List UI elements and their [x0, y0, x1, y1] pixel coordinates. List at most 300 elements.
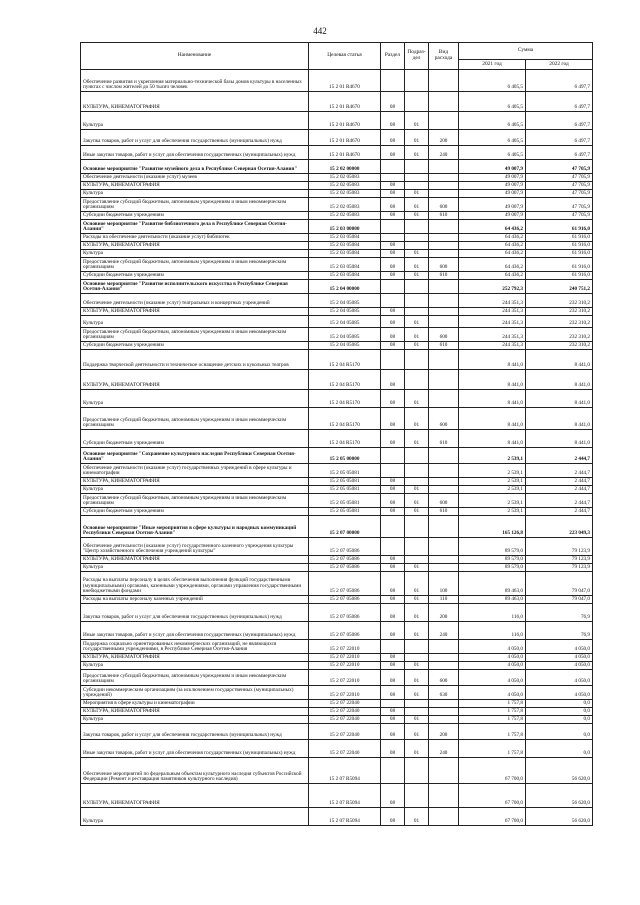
row-amount-2021: 2 539,1 [459, 464, 526, 478]
row-target-article: 15 2 07 22010 [309, 640, 381, 654]
row-amount-2021: 2 539,1 [459, 494, 526, 508]
row-section [381, 700, 405, 708]
row-expense-type [429, 662, 459, 670]
row-name: Иные закупки товаров, работ и услуг для обеспечения государственных (муниципальных) нужд [81, 740, 309, 758]
row-section [381, 160, 405, 174]
row-target-article: 15 2 02 05083 [309, 190, 381, 198]
row-section: 08 [381, 686, 405, 700]
row-amount-2022: 61 916,0 [526, 242, 593, 250]
row-expense-type [429, 190, 459, 198]
row-amount-2021: 244 351,3 [459, 342, 526, 350]
row-section: 08 [381, 272, 405, 280]
row-amount-2022: 8 441,0 [526, 350, 593, 370]
table-row [81, 662, 593, 670]
row-subsection [405, 174, 429, 182]
row-expense-type [429, 538, 459, 556]
page-number: 442 [313, 26, 327, 36]
row-name: КУЛЬТУРА, КИНЕМАТОГРАФИЯ [81, 92, 309, 112]
row-section: 08 [381, 662, 405, 670]
row-section: 08 [381, 572, 405, 596]
row-amount-2022: 8 441,0 [526, 408, 593, 430]
row-amount-2022: 56 620,0 [526, 784, 593, 808]
row-target-article: 15 2 03 05084 [309, 258, 381, 272]
row-subsection: 01 [405, 740, 429, 758]
row-section [381, 538, 405, 556]
row-section [381, 516, 405, 538]
row-name: КУЛЬТУРА, КИНЕМАТОГРАФИЯ [81, 370, 309, 390]
row-amount-2021: 2 539,1 [459, 448, 526, 464]
row-section: 08 [381, 486, 405, 494]
row-target-article: 15 2 07 22040 [309, 700, 381, 708]
row-amount-2022: 4 050,0 [526, 670, 593, 686]
row-section: 08 [381, 724, 405, 740]
row-target-article: 15 2 07 R5094 [309, 758, 381, 784]
row-expense-type [429, 784, 459, 808]
row-expense-type: 600 [429, 198, 459, 212]
row-section: 08 [381, 556, 405, 564]
row-expense-type [429, 464, 459, 478]
row-expense-type: 610 [429, 508, 459, 516]
row-target-article: 15 2 04 R5170 [309, 408, 381, 430]
row-target-article: 15 2 07 05086 [309, 596, 381, 604]
table-row [81, 342, 593, 350]
row-target-article: 15 2 03 05084 [309, 234, 381, 242]
row-subsection [405, 242, 429, 250]
row-amount-2022: 6 497,7 [526, 130, 593, 146]
row-amount-2022: 0,0 [526, 716, 593, 724]
row-expense-type: 240 [429, 146, 459, 160]
row-expense-type: 600 [429, 408, 459, 430]
row-amount-2021: 8 441,0 [459, 390, 526, 408]
row-amount-2022: 6 497,7 [526, 146, 593, 160]
row-subsection: 01 [405, 430, 429, 448]
row-name: Основное мероприятие "Развитие музейного дела в Республике Северная Осетия-Алания" [81, 160, 309, 174]
row-subsection: 01 [405, 508, 429, 516]
row-name: Предоставление субсидий бюджетным, автономным учреждениям и иным некоммерческим организациям [81, 408, 309, 430]
row-amount-2021: 116,0 [459, 622, 526, 640]
row-section [381, 448, 405, 464]
row-expense-type: 610 [429, 212, 459, 220]
row-subsection: 01 [405, 272, 429, 280]
row-subsection: 01 [405, 486, 429, 494]
table-row [81, 686, 593, 700]
row-amount-2021: 49 007,9 [459, 160, 526, 174]
row-amount-2021: 244 351,3 [459, 294, 526, 308]
row-amount-2022: 4 050,0 [526, 662, 593, 670]
row-amount-2021: 8 441,0 [459, 408, 526, 430]
row-amount-2021: 6 405,5 [459, 130, 526, 146]
table-row [81, 146, 593, 160]
row-expense-type: 200 [429, 604, 459, 622]
row-target-article: 15 2 07 22010 [309, 662, 381, 670]
row-expense-type [429, 516, 459, 538]
row-expense-type [429, 182, 459, 190]
row-section: 08 [381, 316, 405, 328]
table-row [81, 258, 593, 272]
row-target-article: 15 2 01 R4670 [309, 112, 381, 130]
row-target-article: 15 2 07 05086 [309, 604, 381, 622]
table-row [81, 808, 593, 826]
row-name: Предоставление субсидий бюджетным, автономным учреждениям и иным некоммерческим организациям [81, 198, 309, 212]
row-expense-type: 110 [429, 596, 459, 604]
header-section: Раздел [381, 43, 405, 70]
row-section [381, 758, 405, 784]
row-name: Культура [81, 316, 309, 328]
row-subsection [405, 294, 429, 308]
row-amount-2021: 244 351,3 [459, 328, 526, 342]
row-target-article: 15 2 03 05084 [309, 250, 381, 258]
row-name: Субсидии некоммерческим организациям (за исключением государственных (муниципальных) учреждений) [81, 686, 309, 700]
row-amount-2022: 2 444,7 [526, 494, 593, 508]
row-expense-type [429, 370, 459, 390]
row-target-article: 15 2 07 05086 [309, 556, 381, 564]
row-subsection: 01 [405, 572, 429, 596]
row-amount-2022: 6 497,7 [526, 112, 593, 130]
row-section: 08 [381, 508, 405, 516]
table-row [81, 130, 593, 146]
row-subsection: 01 [405, 390, 429, 408]
row-section: 08 [381, 604, 405, 622]
row-target-article: 15 2 05 05081 [309, 494, 381, 508]
table-row [81, 604, 593, 622]
table-row [81, 784, 593, 808]
table-row [81, 670, 593, 686]
table-row [81, 516, 593, 538]
header-subsection: Подраз-дел [405, 43, 429, 70]
header-name: Наименование [81, 43, 309, 70]
row-subsection: 01 [405, 564, 429, 572]
row-amount-2022: 0,0 [526, 700, 593, 708]
table-row [81, 280, 593, 294]
row-expense-type [429, 556, 459, 564]
row-section: 08 [381, 670, 405, 686]
row-name: КУЛЬТУРА, КИНЕМАТОГРАФИЯ [81, 784, 309, 808]
row-amount-2022: 2 444,7 [526, 486, 593, 494]
row-amount-2021: 6 405,5 [459, 92, 526, 112]
row-subsection: 01 [405, 328, 429, 342]
row-name: Обеспечение деятельности (оказание услуг) государственных учреждений в сфере культуры и кинематографии [81, 464, 309, 478]
row-amount-2022: 47 705,9 [526, 212, 593, 220]
row-subsection: 01 [405, 258, 429, 272]
row-amount-2022: 47 705,9 [526, 182, 593, 190]
row-amount-2022: 6 497,7 [526, 92, 593, 112]
row-name: Мероприятия в сфере культуры и кинематографии [81, 700, 309, 708]
row-amount-2022: 232 310,2 [526, 328, 593, 342]
row-amount-2021: 67 700,0 [459, 808, 526, 826]
row-expense-type [429, 486, 459, 494]
row-amount-2021: 116,0 [459, 604, 526, 622]
row-amount-2022: 2 444,7 [526, 448, 593, 464]
row-target-article: 15 2 04 00000 [309, 280, 381, 294]
table-row [81, 724, 593, 740]
row-section: 08 [381, 146, 405, 160]
row-name: Иные закупки товаров, работ и услуг для обеспечения государственных (муниципальных) нужд [81, 622, 309, 640]
row-amount-2022: 4 050,0 [526, 654, 593, 662]
row-amount-2021: 252 792,3 [459, 280, 526, 294]
row-amount-2022: 76,9 [526, 604, 593, 622]
row-section [381, 464, 405, 478]
row-amount-2022: 223 049,3 [526, 516, 593, 538]
row-section: 08 [381, 430, 405, 448]
row-amount-2021: 64 436,2 [459, 258, 526, 272]
row-amount-2021: 89 579,0 [459, 564, 526, 572]
row-expense-type [429, 174, 459, 182]
row-subsection: 01 [405, 494, 429, 508]
row-amount-2021: 6 405,5 [459, 146, 526, 160]
row-target-article: 15 2 04 R5170 [309, 430, 381, 448]
row-section: 08 [381, 654, 405, 662]
row-amount-2022: 6 497,7 [526, 70, 593, 92]
row-subsection [405, 708, 429, 716]
row-section [381, 280, 405, 294]
row-amount-2022: 47 705,9 [526, 174, 593, 182]
row-section: 08 [381, 716, 405, 724]
row-name: Культура [81, 250, 309, 258]
row-subsection: 01 [405, 190, 429, 198]
row-target-article: 15 2 05 05081 [309, 478, 381, 486]
table-row [81, 234, 593, 242]
row-expense-type: 610 [429, 430, 459, 448]
table-row [81, 572, 593, 596]
row-name: Расходы на выплаты персоналу казенных учреждений [81, 596, 309, 604]
row-target-article: 15 2 02 00000 [309, 160, 381, 174]
row-amount-2022: 56 620,0 [526, 758, 593, 784]
table-row [81, 430, 593, 448]
row-target-article: 15 2 01 R4670 [309, 146, 381, 160]
row-target-article: 15 2 07 22040 [309, 740, 381, 758]
row-expense-type: 100 [429, 572, 459, 596]
table-row [81, 294, 593, 308]
row-target-article: 15 2 07 22010 [309, 654, 381, 662]
row-amount-2022: 79 123,9 [526, 564, 593, 572]
row-name: КУЛЬТУРА, КИНЕМАТОГРАФИЯ [81, 478, 309, 486]
row-subsection: 01 [405, 716, 429, 724]
table-row [81, 408, 593, 430]
row-target-article: 15 2 04 05085 [309, 316, 381, 328]
row-target-article: 15 2 04 05085 [309, 308, 381, 316]
row-target-article: 15 2 03 05084 [309, 242, 381, 250]
row-expense-type [429, 716, 459, 724]
table-row [81, 350, 593, 370]
table-row [81, 486, 593, 494]
header-year-2022: 2022 год [526, 60, 593, 70]
row-subsection: 01 [405, 130, 429, 146]
row-expense-type [429, 92, 459, 112]
row-target-article: 15 2 07 R5094 [309, 784, 381, 808]
table-row [81, 538, 593, 556]
row-section: 08 [381, 242, 405, 250]
row-amount-2021: 89 579,0 [459, 538, 526, 556]
row-amount-2021: 1 757,8 [459, 700, 526, 708]
row-name: Расходы на выплаты персоналу в целях обеспечения выполнения функций государственными (муниципальными) органами, казенными учреждениями, органами управления государственными внебюджетными фондами [81, 572, 309, 596]
row-amount-2021: 49 007,9 [459, 198, 526, 212]
row-amount-2021: 49 007,9 [459, 212, 526, 220]
row-section: 08 [381, 740, 405, 758]
row-section: 08 [381, 130, 405, 146]
row-name: Субсидии бюджетным учреждениям [81, 508, 309, 516]
row-target-article: 15 2 05 00000 [309, 448, 381, 464]
row-name: Основное мероприятие "Сохранение культурного наследия Республики Северная Осетия-Алания" [81, 448, 309, 464]
row-amount-2022: 232 310,2 [526, 308, 593, 316]
row-amount-2021: 4 050,0 [459, 640, 526, 654]
row-subsection: 01 [405, 670, 429, 686]
row-section: 08 [381, 596, 405, 604]
row-amount-2021: 1 757,8 [459, 708, 526, 716]
row-subsection [405, 92, 429, 112]
row-subsection [405, 654, 429, 662]
table-row [81, 716, 593, 724]
row-section: 08 [381, 342, 405, 350]
row-subsection [405, 308, 429, 316]
row-section: 08 [381, 258, 405, 272]
row-amount-2021: 67 700,0 [459, 758, 526, 784]
row-amount-2021: 244 351,3 [459, 316, 526, 328]
row-amount-2022: 0,0 [526, 724, 593, 740]
row-expense-type [429, 308, 459, 316]
row-section: 08 [381, 564, 405, 572]
row-amount-2022: 2 444,7 [526, 508, 593, 516]
row-name: Предоставление субсидий бюджетным, автономным учреждениям и иным некоммерческим организациям [81, 670, 309, 686]
row-amount-2021: 64 436,2 [459, 234, 526, 242]
row-amount-2021: 6 405,5 [459, 70, 526, 92]
row-amount-2022: 56 620,0 [526, 808, 593, 826]
row-amount-2022: 0,0 [526, 740, 593, 758]
table-row [81, 250, 593, 258]
row-amount-2021: 2 539,1 [459, 478, 526, 486]
row-amount-2022: 4 050,0 [526, 640, 593, 654]
row-name: Субсидии бюджетным учреждениям [81, 430, 309, 448]
row-amount-2021: 89 463,0 [459, 572, 526, 596]
row-amount-2021: 244 351,3 [459, 308, 526, 316]
row-amount-2022: 4 050,0 [526, 686, 593, 700]
row-name: Культура [81, 390, 309, 408]
table-row [81, 564, 593, 572]
row-amount-2021: 8 441,0 [459, 430, 526, 448]
row-expense-type [429, 808, 459, 826]
row-expense-type: 240 [429, 740, 459, 758]
row-name: Обеспечение мероприятий по федеральным объектам культурного наследия субъектов Российской Федерации (Ремонт и реставрация памятников культурного наследия) [81, 758, 309, 784]
row-amount-2021: 64 436,2 [459, 242, 526, 250]
row-subsection: 01 [405, 604, 429, 622]
row-amount-2022: 79 047,0 [526, 572, 593, 596]
row-subsection [405, 700, 429, 708]
row-expense-type: 240 [429, 622, 459, 640]
row-expense-type [429, 448, 459, 464]
row-subsection [405, 464, 429, 478]
row-subsection [405, 350, 429, 370]
row-amount-2021: 64 436,2 [459, 272, 526, 280]
row-section [381, 350, 405, 370]
row-section: 08 [381, 390, 405, 408]
row-expense-type [429, 242, 459, 250]
row-subsection: 01 [405, 662, 429, 670]
table-row [81, 212, 593, 220]
row-amount-2022: 47 705,9 [526, 160, 593, 174]
row-target-article: 15 2 05 05081 [309, 464, 381, 478]
row-amount-2022: 76,9 [526, 622, 593, 640]
row-target-article: 15 2 07 R5094 [309, 808, 381, 826]
budget-table [80, 42, 593, 826]
row-subsection: 01 [405, 596, 429, 604]
row-amount-2022: 79 047,0 [526, 596, 593, 604]
row-section [381, 294, 405, 308]
row-section: 08 [381, 112, 405, 130]
row-name: Обеспечение деятельности (оказание услуг) государственного казенного учреждения культуры "Центр хозяйственного обеспечения учреждений культуры" [81, 538, 309, 556]
row-section: 08 [381, 308, 405, 316]
row-expense-type [429, 316, 459, 328]
row-subsection [405, 640, 429, 654]
row-subsection [405, 758, 429, 784]
row-name: Предоставление субсидий бюджетным, автономным учреждениям и иным некоммерческим организациям [81, 258, 309, 272]
row-subsection [405, 370, 429, 390]
row-expense-type [429, 160, 459, 174]
table-row [81, 160, 593, 174]
table-row [81, 478, 593, 486]
row-subsection [405, 784, 429, 808]
table-row [81, 198, 593, 212]
row-name: Расходы на обеспечение деятельности (оказание услуг) библиотек [81, 234, 309, 242]
row-amount-2021: 8 441,0 [459, 370, 526, 390]
row-amount-2022: 0,0 [526, 708, 593, 716]
row-name: Обеспечение развития и укрепления материально-технической базы домов культуры в населенных пунктах с числом жителей до 50 тысяч человек [81, 70, 309, 92]
row-target-article: 15 2 07 05086 [309, 538, 381, 556]
row-subsection: 01 [405, 316, 429, 328]
row-target-article: 15 2 03 05084 [309, 272, 381, 280]
row-subsection [405, 182, 429, 190]
row-amount-2021: 64 436,2 [459, 220, 526, 234]
row-amount-2022: 8 441,0 [526, 390, 593, 408]
table-row [81, 448, 593, 464]
row-name: Культура [81, 716, 309, 724]
row-name: Культура [81, 486, 309, 494]
table-row [81, 220, 593, 234]
row-subsection: 01 [405, 112, 429, 130]
row-target-article: 15 2 01 R4670 [309, 70, 381, 92]
header-expense-type: Вид расхода [429, 43, 459, 70]
row-target-article: 15 2 01 R4670 [309, 130, 381, 146]
row-section: 08 [381, 784, 405, 808]
row-expense-type: 200 [429, 130, 459, 146]
row-section: 08 [381, 212, 405, 220]
table-row [81, 740, 593, 758]
row-target-article: 15 2 01 R4670 [309, 92, 381, 112]
row-section: 08 [381, 198, 405, 212]
row-section: 08 [381, 328, 405, 342]
row-name: Основное мероприятие "Развитие библиотечного дела в Республике Северная Осетия-Алания" [81, 220, 309, 234]
row-amount-2021: 4 050,0 [459, 654, 526, 662]
table-row [81, 464, 593, 478]
row-name: Субсидии бюджетным учреждениям [81, 342, 309, 350]
row-name: Предоставление субсидий бюджетным, автономным учреждениям и иным некоммерческим организациям [81, 494, 309, 508]
row-target-article: 15 2 07 22040 [309, 708, 381, 716]
row-name: КУЛЬТУРА, КИНЕМАТОГРАФИЯ [81, 242, 309, 250]
row-amount-2021: 1 757,8 [459, 716, 526, 724]
row-target-article: 15 2 02 05083 [309, 212, 381, 220]
row-target-article: 15 2 07 22010 [309, 686, 381, 700]
row-name: Основное мероприятие "Развитие исполнительского искусства в Республике Северная Осетия-Алания" [81, 280, 309, 294]
row-amount-2021: 1 757,8 [459, 740, 526, 758]
header-target-article: Целевая статья [309, 43, 381, 70]
table-row [81, 70, 593, 92]
row-expense-type: 630 [429, 686, 459, 700]
row-expense-type: 610 [429, 272, 459, 280]
row-amount-2022: 79 123,9 [526, 538, 593, 556]
table-body [81, 70, 593, 826]
table-row [81, 596, 593, 604]
row-amount-2022: 61 916,0 [526, 272, 593, 280]
row-name: Культура [81, 112, 309, 130]
row-target-article: 15 2 04 R5170 [309, 390, 381, 408]
